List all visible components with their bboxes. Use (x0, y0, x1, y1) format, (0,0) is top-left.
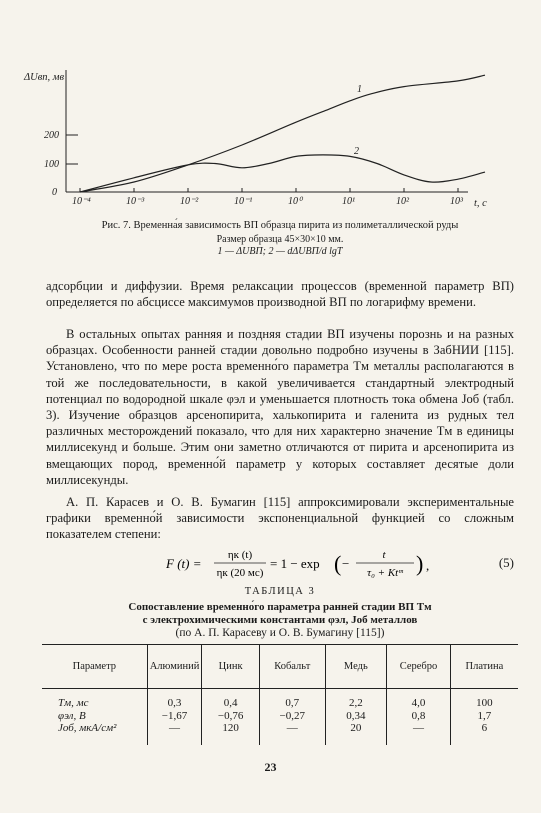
y-axis-label: ΔUвп, мв (24, 72, 65, 83)
paragraph-3-text: А. П. Карасев и О. В. Бумагин [115] аппроксимировали экспериментальные графики временно́й зависимости экспоненциальной функцией со сложным показателем степени: (46, 495, 514, 542)
x-axis-label: t, c (474, 198, 487, 209)
paragraph-3 (46, 494, 514, 543)
cell-value: — (169, 722, 181, 734)
cell-value: −0,27 (279, 709, 305, 722)
cell-value: 0,34 (346, 709, 366, 722)
page-number: 23 (264, 760, 277, 774)
cell-value: — (286, 722, 298, 734)
formula-inner-denominator: τ₀ + Ktᵐ (367, 567, 403, 579)
vp-time-chart (0, 0, 541, 215)
cell-value: 6 (481, 722, 488, 734)
col-silver (387, 689, 451, 745)
formula-paren-open: ( (334, 551, 342, 576)
col-platinum (450, 689, 518, 745)
curve-label-2: 2 (354, 146, 359, 157)
curves (80, 75, 485, 192)
formula-fraction-denominator: ηк (20 мс) (216, 567, 264, 579)
x-ticks (72, 188, 464, 207)
paragraph-1-text: адсорбции и диффузии. Время релаксации процессов (временной параметр ВП) определяется по абсциссе максимумов производной ВП по логарифму времени. (46, 279, 514, 310)
x-tick-label-1: 10⁻³ (126, 196, 145, 207)
figure-caption-title: Рис. 7. Временна́я зависимость ВП образца пирита из полиметаллической руды (101, 220, 459, 231)
header-platinum: Платина (450, 645, 518, 689)
paragraph-2-text: В остальных опытах ранняя и поздняя стадии ВП изучены порознь и на разных образцах. Особенности ранней стадии довольно подробно изучены в ЗабНИИ [115]. Установлено, что по мере роста временно́го параметра Tм металлы располагаются в той же последовательности, в какой увеличивается стандартный электродный потенциал по водородной шкале φэл и уменьшается плотность тока обмена Jоб (табл. 3). Изучение образцов арсенопирита, халькопирита и галенита из рудных тел различных месторождений показало, что для них характерно значение Tм в единицы миллисекунд и больше. Этим они заметно отличаются от пирита и арсенопирита из вмещающих пород, временно́й параметр у которых составляет десятые доли миллисекунды. (46, 327, 514, 487)
cell-value: −0,76 (217, 709, 244, 722)
header-parameter: Параметр (42, 645, 147, 689)
col-aluminium (147, 689, 202, 745)
cell-value: 0,3 (167, 697, 182, 709)
figure-7 (0, 0, 541, 215)
cell-value: — (412, 722, 424, 734)
header-silver: Серебро (387, 645, 451, 689)
figure-caption-size: Размер образца 45×30×10 мм. (216, 234, 344, 245)
table-subtitle-1: Сопоставление временно́го параметра ранней стадии ВП Tм (128, 601, 432, 613)
curve-label-1: 1 (357, 84, 362, 95)
cell-value: 0,4 (223, 697, 238, 709)
table-title: ТАБЛИЦА 3 (244, 586, 316, 597)
header-cobalt: Кобальт (259, 645, 325, 689)
y-tick-label-0: 0 (52, 187, 57, 198)
table-header-row (42, 645, 518, 689)
row-label-tm: Tм, мс (58, 697, 89, 709)
formula-5 (46, 546, 514, 582)
cell-value: 100 (476, 697, 493, 709)
col-copper (325, 689, 387, 745)
formula-mid: = 1 − exp (270, 556, 320, 571)
cell-value: 20 (350, 722, 362, 734)
formula-paren-close: ) (416, 551, 424, 576)
paragraph-1 (46, 278, 514, 310)
table-3 (42, 644, 518, 745)
formula-comma: , (426, 558, 430, 573)
formula-lhs: F (t) = (166, 556, 202, 571)
formula-minus: − (342, 556, 350, 571)
cell-value: −1,67 (161, 709, 188, 722)
cell-value: 2,2 (348, 697, 363, 709)
table-subtitle-2: с электрохимическими константами φэл, Jоб металлов (142, 614, 418, 626)
cell-value: 4,0 (411, 697, 426, 709)
curve-1 (80, 75, 485, 192)
cell-value: 120 (222, 722, 239, 734)
x-tick-label-2: 10⁻² (180, 196, 199, 207)
x-tick-label-6: 10² (396, 196, 409, 207)
x-tick-label-0: 10⁻⁴ (72, 196, 91, 207)
table-row (42, 689, 518, 745)
cell-value: 0,7 (285, 697, 300, 709)
formula-number: (5) (498, 555, 514, 570)
cell-value: 0,8 (411, 709, 426, 722)
header-copper: Медь (325, 645, 387, 689)
x-tick-label-4: 10⁰ (288, 196, 303, 207)
row-label-job: Jоб, мкА/см² (58, 722, 117, 734)
header-zinc: Цинк (202, 645, 260, 689)
curve-2 (80, 155, 485, 192)
x-tick-label-3: 10⁻¹ (234, 196, 253, 207)
figure-caption-legend: 1 — ΔUВП; 2 — dΔUВП/d lgT (217, 246, 343, 257)
formula-fraction-numerator: ηк (t) (227, 549, 253, 561)
formula-expression (166, 546, 446, 582)
x-tick-label-7: 10³ (450, 196, 463, 207)
row-label-phi: φэл, В (58, 709, 86, 722)
formula-inner-numerator: t (382, 549, 386, 561)
y-tick-label-200: 200 (44, 130, 59, 141)
cell-value: 1,7 (477, 709, 492, 722)
row-labels-cell (42, 689, 147, 745)
x-tick-label-5: 10¹ (342, 196, 355, 207)
col-zinc (202, 689, 260, 745)
paragraph-2 (46, 326, 514, 488)
table-subtitle-3: (по А. П. Карасеву и О. В. Бумагину [115]) (175, 627, 385, 639)
col-cobalt (259, 689, 325, 745)
header-aluminium: Алюминий (147, 645, 202, 689)
y-tick-label-100: 100 (44, 159, 59, 170)
